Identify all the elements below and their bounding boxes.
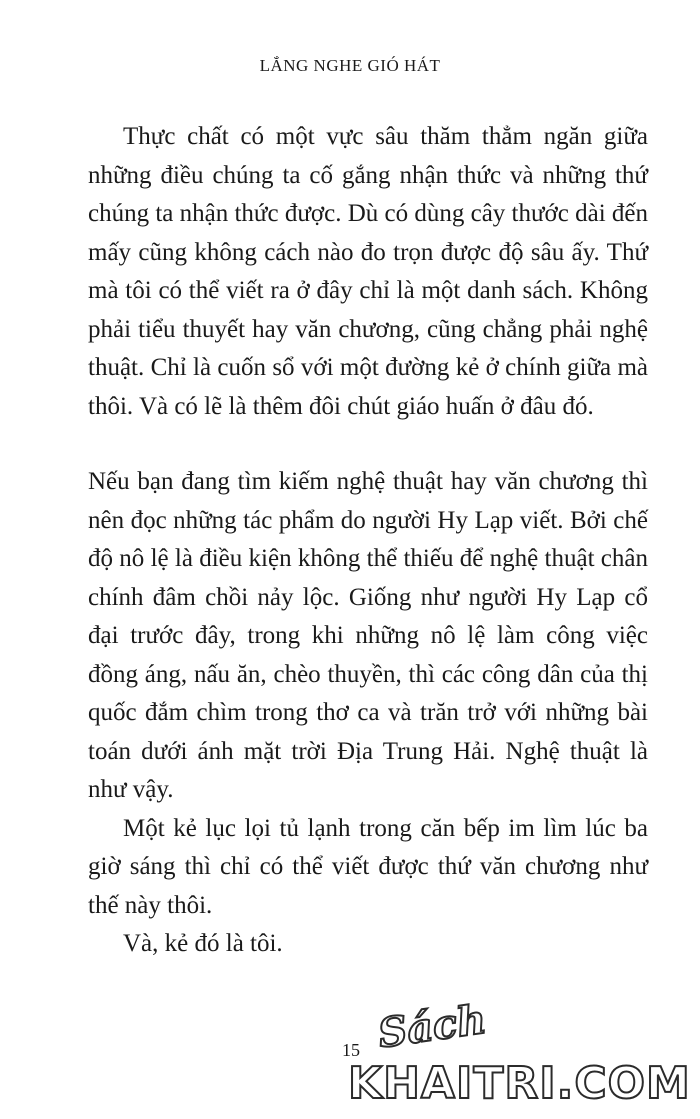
text-block-1 (88, 118, 648, 426)
page-number: 15 (342, 1040, 360, 1060)
text-block-2 (88, 463, 648, 964)
watermark-brand-text: KHAITRI.COM (348, 1058, 691, 1109)
running-header: LẮNG NGHE GIÓ HÁT (259, 56, 441, 75)
paragraph: Và, kẻ đó là tôi. (123, 930, 283, 957)
watermark-script-text: Sách (375, 995, 489, 1058)
paragraph: Thực chất có một vực sâu thăm thẳm ngăn giữa những điều chúng ta cố gắng nhận thức và những thứ chúng ta nhận thức được. Dù có dùng cây thước dài đến mấy cũng không cách nào đo trọn được độ sâu ấy. Thứ mà tôi có thể viết ra ở đây chỉ là một danh sách. Không phải tiểu thuyết hay văn chương, cũng chẳng phải nghệ thuật. Chỉ là cuốn sổ với một đường kẻ ở chính giữa mà thôi. Và có lẽ là thêm đôi chút giáo huấn ở đâu đó. (88, 123, 648, 420)
paragraph: Nếu bạn đang tìm kiếm nghệ thuật hay văn chương thì nên đọc những tác phẩm do người Hy Lạp viết. Bởi chế độ nô lệ là điều kiện không thể thiếu để nghệ thuật chân chính đâm chồi nảy lộc. Giống như người Hy Lạp cổ đại trước đây, trong khi những nô lệ làm công việc đồng áng, nấu ăn, chèo thuyền, thì các công dân của thị quốc đắm chìm trong thơ ca và trăn trở với những bài toán dưới ánh mặt trời Địa Trung Hải. Nghệ thuật là như vậy. (88, 468, 648, 803)
paragraph: Một kẻ lục lọi tủ lạnh trong căn bếp im lìm lúc ba giờ sáng thì chỉ có thể viết được thứ văn chương như thế này thôi. (88, 814, 648, 919)
watermark-logo (348, 995, 691, 1111)
